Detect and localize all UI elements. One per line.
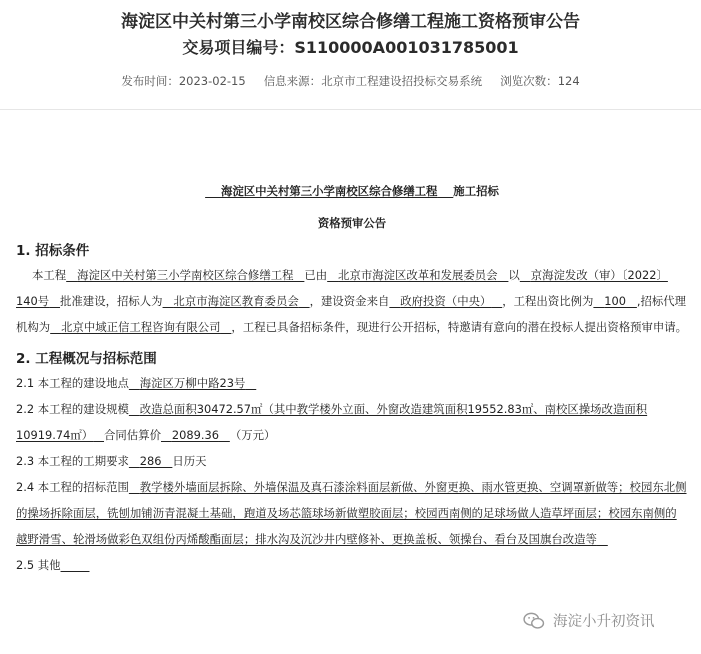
project-scale: 改造总面积30472.57㎡（其中教学楼外立面、外窗改造建筑面积19552.83㎡、南校区操场改造面积10919.74㎡） (16, 402, 648, 442)
item-2-3: 2.3 本工程的工期要求 286 日历天 (16, 454, 207, 468)
doc-heading-project: 海淀区中关村第三小学南校区综合修缮工程 (220, 184, 438, 198)
section-2-title: 2. 工程概况与招标范围 (16, 351, 157, 367)
page-title: 海淀区中关村第三小学南校区综合修缮工程施工资格预审公告 (121, 12, 580, 32)
wechat-icon (523, 612, 545, 630)
watermark-text: 海淀小升初资讯 (553, 614, 655, 630)
watermark (523, 610, 655, 631)
item-2-1: 2.1 本工程的建设地点 海淀区万柳中路23号 (16, 376, 246, 390)
approval-doc-number: 京海淀发改（审）〔2022〕140号 (16, 268, 668, 308)
trade-number-label: 交易项目编号： (182, 38, 295, 57)
doc-heading (16, 182, 688, 200)
trade-number-value: S110000A001031785001 (294, 38, 519, 57)
doc-heading-line2: 资格预审公告 (317, 216, 387, 230)
page-header (0, 10, 701, 90)
source-value: 北京市工程建设招投标交易系统 (321, 74, 483, 88)
source-label: 信息来源： (263, 74, 322, 88)
doc-heading-suffix: 施工招标 (453, 184, 499, 198)
publish-label: 发布时间： (121, 74, 179, 88)
fund-ratio: 100 (604, 294, 627, 308)
fund-source: 政府投资（中央） (400, 294, 492, 308)
tender-scope: 教学楼外墙面层拆除、外墙保温及真石漆涂料面层新做、外窗更换、雨水管更换、空调罩新做等；校园东北侧的操场拆除面层，铣刨加铺沥青混凝土基础，跑道及场芯篮球场新做塑胶面层；校园西南侧的足球场做人造草坪面层；校园东南侧的越野滑雪、轮滑场做彩色双组份丙烯酸酯面层；排水沟及沉沙井内壁修补、更换盖板、领操台、看台及国旗台改造等 (16, 480, 687, 546)
meta-bar (0, 72, 701, 90)
document-body (16, 182, 688, 578)
tenderer: 北京市海淀区教育委员会 (173, 294, 299, 308)
item-2-5: 2.5 其他 (16, 558, 61, 572)
duration-days: 286 (139, 454, 162, 468)
section-1-paragraph: 本工程 海淀区中关村第三小学南校区综合修缮工程 已由 北京市海淀区改革和发展委员会 以 京海淀发改（审）〔2022〕140号 批准建设，招标人为 北京市海淀区教育委员会 ，建设资金来自 政府投资（中央） ，工程出资比例为 100 ,招标代理机构为 北京中域正信工程咨询有限公司 ，工程已具备招标条件，现进行公开招标，特邀请有意向的潜在投标人提出资格预审申请。 (16, 268, 688, 334)
trade-number (0, 36, 701, 60)
item-2-2: 2.2 本工程的建设规模 改造总面积30472.57㎡（其中教学楼外立面、外窗改造建筑面积19552.83㎡、南校区操场改造面积10919.74㎡） 合同估算价 2089.36 （万元） (16, 402, 648, 442)
project-name: 海淀区中关村第三小学南校区综合修缮工程 (77, 268, 294, 282)
publish-date: 2023-02-15 (178, 74, 246, 88)
views-count: 124 (557, 74, 580, 88)
approver: 北京市海淀区改革和发展委员会 (338, 268, 498, 282)
section-1-title: 1. 招标条件 (16, 243, 90, 259)
divider (0, 109, 701, 110)
contract-price: 2089.36 (171, 428, 219, 442)
item-2-4: 2.4 本工程的招标范围 教学楼外墙面层拆除、外墙保温及真石漆涂料面层新做、外窗更换、雨水管更换、空调罩新做等；校园东北侧的操场拆除面层，铣刨加铺沥青混凝土基础，跑道及场芯篮球场新做塑胶面层；校园西南侧的足球场做人造草坪面层；校园东南侧的越野滑雪、轮滑场做彩色双组份丙烯酸酯面层；排水沟及沉沙井内壁修补、更换盖板、领操台、看台及国旗台改造等 (16, 480, 687, 546)
views-label: 浏览次数： (500, 74, 558, 88)
agent: 北京中域正信工程咨询有限公司 (61, 320, 221, 334)
site-location: 海淀区万柳中路23号 (139, 376, 246, 390)
